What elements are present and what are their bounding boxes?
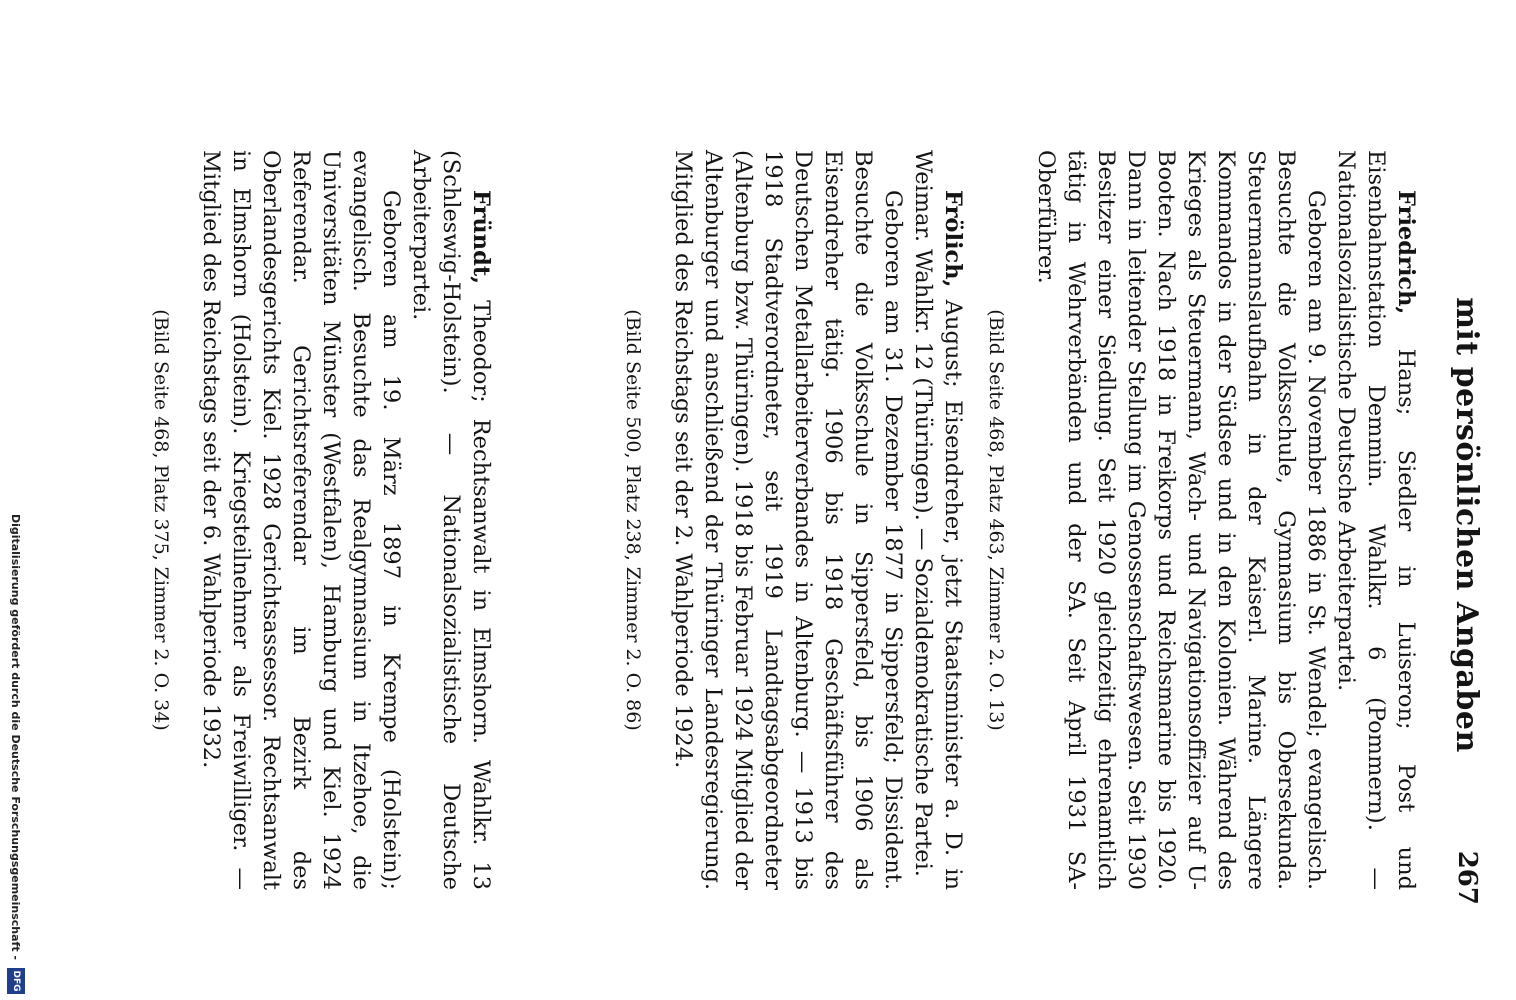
digitization-credit-text: Digitalisierung gefördert durch die Deutsche Forschungsgemeinschaft - [9,513,22,960]
entry-lead [1331,150,1421,890]
biography-entry [981,150,1421,890]
entry-lead-text: August; Eisendreher, jetzt Staatsminister a. D. in Weimar. Wahlkr. 12 (Thüringen). — Sozialdemokratische Partei. [910,150,966,891]
entry-name: Frölich, [940,190,966,288]
entry-lead [908,150,968,890]
entry-photo-reference: (Bild Seite 468, Platz 463, Zimmer 2. O. 13) [985,309,1007,731]
entry-body: Geboren am 19. März 1897 in Krempe (Holstein); evangelisch. Besuchte das Realgymnasium in Itzehoe, die Universitäten Münster (Westfalen), Hamburg und Kiel. 1924 Referendar. Gerichtsreferendar im Bezirk des Oberlandesgerichts Kiel. 1928 Gerichtsassessor. Rechtsanwalt in Elmshorn (Holstein). Kriegsteilnehmer als Freiwilliger. — Mitglied des Reichstags seit der 6. Wahlperiode 1932. [198,150,404,890]
entry-name: Fründt, [468,190,494,285]
entry-lead-text: Theodor; Rechtsanwalt in Elmshorn. Wahlkr. 13 (Schleswig-Holstein). — Nationalsozialistische Deutsche Arbeiterpartei. [408,150,494,890]
page-header-title: mit persönlichen Angaben [1449,297,1484,753]
dfg-logo-icon: DFG [7,968,25,994]
entry-lead-text: Hans; Siedler in Luiseron; Post und Eisenbahnstation Demmin. Wahlkr. 6 (Pommern). — Nationalsozialistische Deutsche Arbeiterpartei. [1333,150,1419,890]
entry-photo-reference: (Bild Seite 500, Platz 238, Zimmer 2. O. 86) [622,309,644,731]
biography-entry [618,150,968,890]
biography-entry [146,150,496,890]
page-header [1430,145,1490,905]
entry-body: Geboren am 9. November 1886 in St. Wendel; evangelisch. Besuchte die Volksschule, Gymnasium bis Obersekunda. Steuermannslaufbahn in der Kaiserl. Marine. Längere Kommandos in der Südsee und in den Kolonien. Während des Krieges als Steuermann, Wach- und Navigationsoffizier auf U-Booten. Nach 1918 in Freikorps und Reichsmarine bis 1920. Dann in leitender Stellung im Genossenschaftswesen. Seit 1930 Besitzer einer Siedlung. Seit 1920 gleichzeitig ehrenamtlich tätig in Wehrverbänden und der SA. Seit April 1931 SA-Oberführer. [1033,150,1329,890]
digitization-credit [0,0,28,1000]
entry-name: Friedrich, [1393,190,1419,315]
entry-photo-reference: (Bild Seite 468, Platz 375, Zimmer 2. O. 34) [150,309,172,731]
page-number: 267 [1452,850,1482,905]
entry-lead [406,150,496,890]
entry-body: Geboren am 31. Dezember 1877 in Sippersfeld; Dissident. Besuchte die Volksschule in Sippersfeld, bis 1906 als Eisendreher tätig. 1906 bis 1918 Geschäftsführer des Deutschen Metallarbeiterverbandes in Altenburg. — 1913 bis 1918 Stadtverordneter, seit 1919 Landtagsabgeordneter (Altenburg bzw. Thüringen). 1918 bis Februar 1924 Mitglied der Altenburger und anschließend der Thüringer Landesregierung. Mitglied des Reichstags seit der 2. Wahlperiode 1924. [670,150,906,890]
